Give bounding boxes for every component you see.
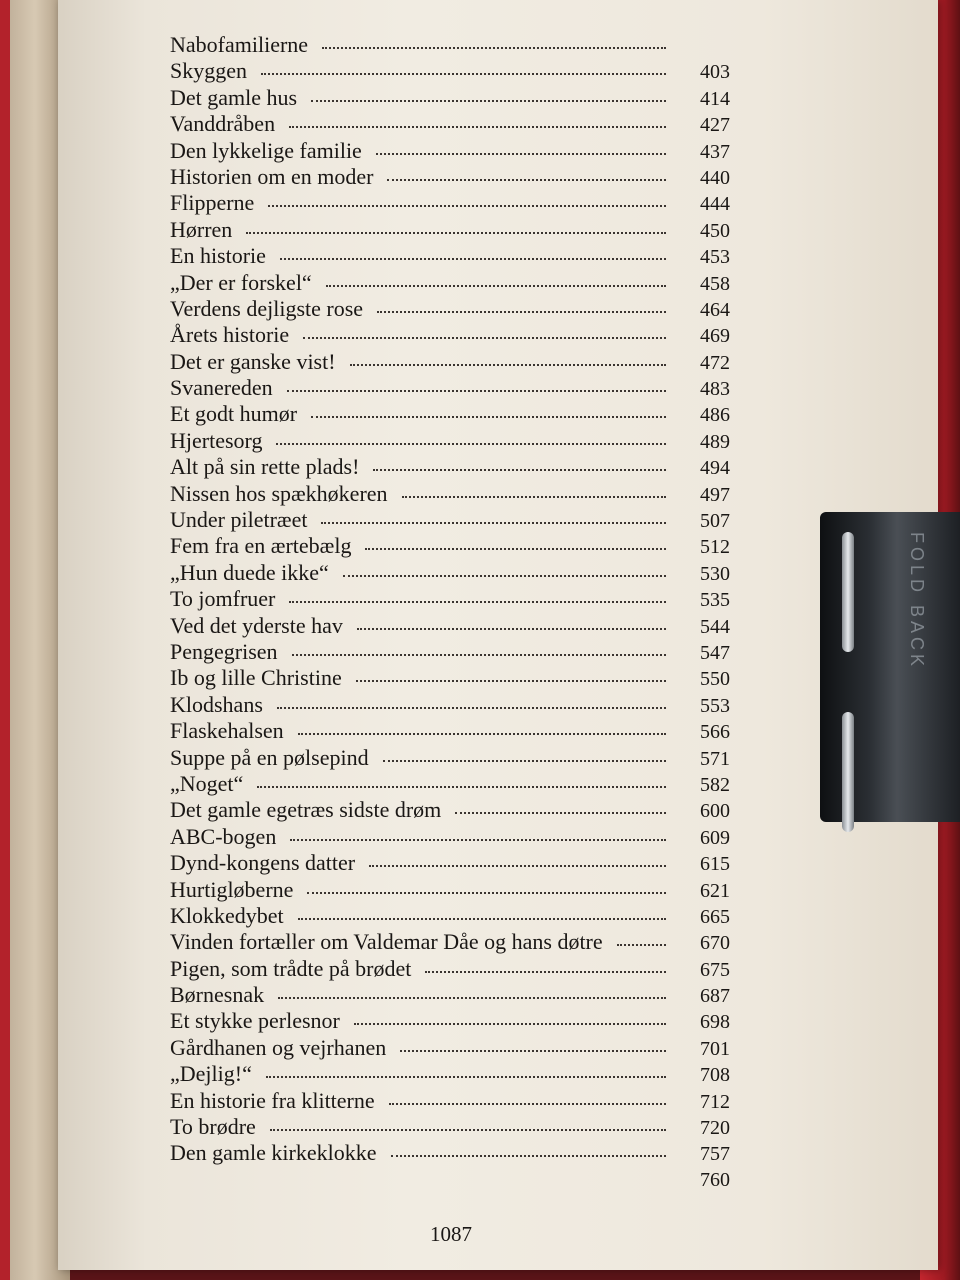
toc-entry-page: 600 — [700, 800, 730, 823]
toc-entry-page: 550 — [700, 668, 730, 691]
toc-entry-page: 440 — [700, 166, 730, 189]
binder-clip — [820, 512, 960, 822]
toc-entry-title: Suppe på en pølsepind — [170, 744, 369, 770]
dot-leader — [376, 153, 666, 155]
toc-entry — [170, 745, 730, 771]
dot-leader — [292, 654, 666, 656]
toc-entry — [170, 586, 730, 612]
toc-entry — [170, 929, 730, 955]
toc-entry — [170, 639, 730, 665]
toc-entry-page: 698 — [700, 1011, 730, 1034]
toc-entry-page: 494 — [700, 457, 730, 480]
toc-entry — [170, 1035, 730, 1061]
toc-entry — [170, 824, 730, 850]
toc-entry-title: Verdens dejligste rose — [170, 295, 364, 321]
toc-entry-page: 544 — [700, 615, 730, 638]
clip-handle-bottom — [842, 712, 854, 832]
dot-leader — [350, 364, 666, 366]
toc-entry-title: Ved det yderste hav — [170, 612, 343, 638]
toc-entry-title: Det gamle egetræs sidste drøm — [170, 797, 442, 823]
toc-entry-page: 497 — [700, 483, 730, 506]
toc-entry-page: 553 — [700, 694, 730, 717]
toc-entry-page: 609 — [700, 826, 730, 849]
dot-leader — [289, 126, 666, 128]
toc-entry — [170, 1088, 730, 1114]
toc-entry-title: Klodshans — [170, 691, 263, 717]
dot-leader — [387, 179, 666, 181]
dot-leader — [369, 865, 666, 867]
toc-entry-title: „Dejlig!“ — [170, 1061, 252, 1087]
toc-entry-page: 483 — [700, 378, 730, 401]
toc-entry-title: To brødre — [170, 1114, 256, 1140]
toc-entry-page: 621 — [700, 879, 730, 902]
toc-entry — [170, 613, 730, 639]
toc-entry-title: Årets historie — [170, 322, 290, 348]
toc-entry-title: Nissen hos spækhøkeren — [170, 480, 388, 506]
toc-entry — [170, 797, 730, 823]
toc-entry — [170, 401, 730, 427]
toc-entry-page: 615 — [700, 853, 730, 876]
toc-entry — [170, 560, 730, 586]
toc-entry — [170, 1167, 730, 1193]
toc-entry — [170, 507, 730, 533]
toc-entry-page: 675 — [700, 958, 730, 981]
toc-entry-title: Den lykkelige familie — [170, 137, 362, 163]
dot-leader — [287, 390, 666, 392]
toc-entry-title: En historie fra klitterne — [170, 1087, 375, 1113]
toc-entry-page: 450 — [700, 219, 730, 242]
toc-entry-page: 670 — [700, 932, 730, 955]
toc-entry-page: 571 — [700, 747, 730, 770]
toc-entry-title: Flaskehalsen — [170, 718, 284, 744]
dot-leader — [270, 1129, 666, 1131]
toc-entry — [170, 270, 730, 296]
dot-leader — [311, 416, 666, 418]
page-number: 1087 — [430, 1222, 472, 1246]
toc-entry-page: 757 — [700, 1143, 730, 1166]
toc-entry — [170, 217, 730, 243]
toc-entry-page: 701 — [700, 1037, 730, 1060]
dot-leader — [389, 1103, 666, 1105]
toc-entry-page: 708 — [700, 1064, 730, 1087]
toc-entry-title: Hurtigløberne — [170, 876, 294, 902]
toc-entry — [170, 956, 730, 982]
toc-entry-title: „Hun duede ikke“ — [170, 559, 329, 585]
toc-entry — [170, 1008, 730, 1034]
dot-leader — [276, 443, 666, 445]
left-cover-edge — [0, 0, 10, 1280]
toc-entry — [170, 454, 730, 480]
toc-entry-title: Pigen, som trådte på brødet — [170, 955, 412, 981]
toc-entry-title: „Der er forskel“ — [170, 269, 312, 295]
dot-leader — [298, 918, 666, 920]
dot-leader — [246, 232, 666, 234]
dot-leader — [303, 337, 666, 339]
dot-leader — [280, 258, 666, 260]
toc-entry-page: 512 — [700, 536, 730, 559]
toc-entry — [170, 850, 730, 876]
toc-entry-title: Alt på sin rette plads! — [170, 454, 360, 480]
toc-entry — [170, 85, 730, 111]
toc-entry-title: Nabofamilierne — [170, 32, 309, 57]
dot-leader — [322, 47, 666, 49]
toc-entry — [170, 665, 730, 691]
table-of-contents — [170, 32, 730, 1193]
dot-leader — [357, 628, 666, 630]
toc-entry-title: Den gamle kirkeklokke — [170, 1140, 377, 1166]
toc-entry — [170, 903, 730, 929]
toc-entry-page: 437 — [700, 140, 730, 163]
toc-entry — [170, 1061, 730, 1087]
dot-leader — [268, 205, 666, 207]
toc-entry-title: Pengegrisen — [170, 638, 278, 664]
toc-entry-page: 530 — [700, 562, 730, 585]
toc-entry-title: Hørren — [170, 216, 233, 242]
toc-entry-page: 453 — [700, 246, 730, 269]
toc-entry-page: 403 — [700, 61, 730, 84]
toc-entry-page: 535 — [700, 589, 730, 612]
toc-entry — [170, 1140, 730, 1166]
toc-entry-title: Det gamle hus — [170, 84, 298, 110]
dot-leader — [402, 496, 666, 498]
clip-engraving: FOLD BACK — [907, 532, 927, 671]
toc-entry-title: ABC-bogen — [170, 823, 277, 849]
toc-entry-page: 489 — [700, 430, 730, 453]
dot-leader — [261, 73, 666, 75]
dot-leader — [400, 1050, 666, 1052]
toc-entry — [170, 982, 730, 1008]
toc-entry — [170, 533, 730, 559]
toc-entry-title: Et godt humør — [170, 401, 298, 427]
toc-entry-page: 760 — [700, 1168, 730, 1191]
dot-leader — [266, 1076, 666, 1078]
toc-entry-page: 582 — [700, 773, 730, 796]
toc-entry-page: 566 — [700, 721, 730, 744]
toc-entry-page: 720 — [700, 1117, 730, 1140]
toc-entry-title: Vanddråben — [170, 111, 276, 137]
dot-leader — [455, 812, 666, 814]
dot-leader — [257, 786, 666, 788]
book-page — [58, 0, 938, 1270]
dot-leader — [354, 1023, 666, 1025]
toc-entry-page: 547 — [700, 641, 730, 664]
toc-entry — [170, 190, 730, 216]
toc-entry-title: Svanereden — [170, 375, 273, 401]
toc-entry-title: Flipperne — [170, 190, 255, 216]
dot-leader — [617, 944, 666, 946]
dot-leader — [298, 733, 666, 735]
toc-entry-title: Et stykke perlesnor — [170, 1008, 340, 1034]
toc-entry — [170, 428, 730, 454]
toc-entry — [170, 877, 730, 903]
toc-entry-title: Skyggen — [170, 58, 247, 84]
toc-entry-page: 486 — [700, 404, 730, 427]
dot-leader — [365, 548, 666, 550]
clip-handle-top — [842, 532, 854, 652]
dot-leader — [356, 680, 666, 682]
toc-entry — [170, 692, 730, 718]
toc-entry-page: 427 — [700, 114, 730, 137]
toc-entry — [170, 481, 730, 507]
dot-leader — [321, 522, 666, 524]
toc-entry — [170, 349, 730, 375]
dot-leader — [377, 311, 666, 313]
dot-leader — [383, 760, 666, 762]
toc-entry-title: Historien om en moder — [170, 163, 374, 189]
toc-entry — [170, 111, 730, 137]
toc-entry-title: Det er ganske vist! — [170, 348, 336, 374]
dot-leader — [373, 469, 666, 471]
dot-leader — [326, 285, 666, 287]
toc-entry-page: 472 — [700, 351, 730, 374]
toc-entry — [170, 296, 730, 322]
toc-entry-page: 469 — [700, 325, 730, 348]
toc-entry-page: 507 — [700, 510, 730, 533]
toc-entry — [170, 375, 730, 401]
toc-entry-title: Hjertesorg — [170, 427, 263, 453]
clip-body — [820, 512, 960, 822]
toc-entry — [170, 138, 730, 164]
toc-entry-page: 665 — [700, 905, 730, 928]
dot-leader — [277, 707, 666, 709]
toc-entry — [170, 322, 730, 348]
toc-entry-title: Ib og lille Christine — [170, 665, 342, 691]
toc-entry-title: En historie — [170, 243, 266, 269]
toc-entry-title: To jomfruer — [170, 586, 276, 612]
toc-entry-title: Under piletræet — [170, 507, 308, 533]
toc-entry-title: Gårdhanen og vejrhanen — [170, 1034, 387, 1060]
dot-leader — [307, 892, 666, 894]
toc-entry-title: Klokkedybet — [170, 902, 284, 928]
dot-leader — [289, 601, 666, 603]
toc-entry-title: Vinden fortæller om Valdemar Dåe og hans døtre — [170, 929, 603, 955]
toc-entry — [170, 718, 730, 744]
toc-entry — [170, 771, 730, 797]
toc-entry-title: Dynd-kongens datter — [170, 850, 356, 876]
toc-entry-title: „Noget“ — [170, 770, 244, 796]
dot-leader — [391, 1155, 667, 1157]
toc-entry-page: 414 — [700, 87, 730, 110]
dot-leader — [425, 971, 666, 973]
dot-leader — [311, 100, 666, 102]
dot-leader — [278, 997, 666, 999]
toc-entry-title: Børnesnak — [170, 982, 265, 1008]
dot-leader — [290, 839, 666, 841]
toc-entry-page: 458 — [700, 272, 730, 295]
toc-entry-page: 712 — [700, 1090, 730, 1113]
toc-entry-page: 687 — [700, 985, 730, 1008]
toc-entry — [170, 32, 730, 58]
toc-entry — [170, 58, 730, 84]
toc-entry — [170, 164, 730, 190]
toc-entry-title: Fem fra en ærtebælg — [170, 533, 352, 559]
dot-leader — [343, 575, 666, 577]
toc-entry-page: 464 — [700, 298, 730, 321]
toc-entry — [170, 1114, 730, 1140]
toc-entry — [170, 243, 730, 269]
toc-entry-page: 444 — [700, 193, 730, 216]
